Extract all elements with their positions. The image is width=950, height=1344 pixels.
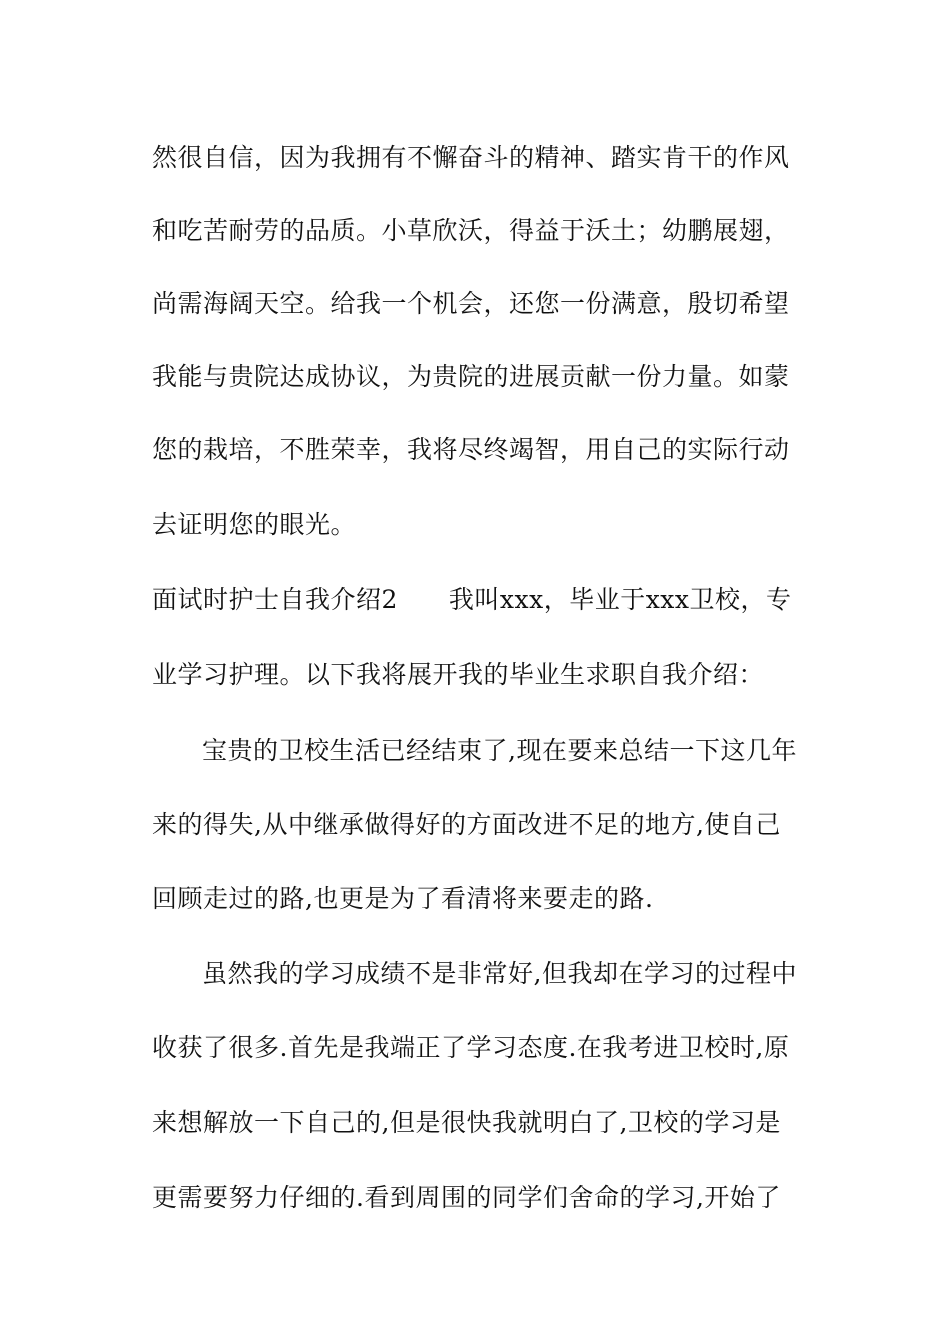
paragraph-start-2: 虽然我的学习成绩不是非常好,但我却在学习的过程中 [202, 959, 797, 988]
text-line-4: 我能与贵院达成协议，为贵院的进展贡献一份力量。如蒙 [152, 362, 790, 391]
paragraph-start-1: 宝贵的卫校生活已经结束了,现在要来总结一下这几年 [202, 736, 797, 765]
text-line-15: 更需要努力仔细的.看到周围的同学们舍命的学习,开始了 [152, 1183, 781, 1212]
text-line-3: 尚需海阔天空。给我一个机会，还您一份满意，殷切希望 [152, 289, 790, 318]
text-line-1: 然很自信，因为我拥有不懈奋斗的精神、踏实肯干的作风 [152, 143, 790, 172]
text-line-14: 来想解放一下自己的,但是很快我就明白了,卫校的学习是 [152, 1108, 781, 1137]
text-line-6: 去证明您的眼光。 [152, 510, 357, 539]
section-heading-line: 面试时护士自我介绍2 我叫xxx，毕业于xxx卫校，专 [152, 585, 792, 614]
text-line-2: 和吃苦耐劳的品质。小草欣沃，得益于沃土；幼鹏展翅， [152, 216, 790, 245]
text-line-8: 业学习护理。以下我将展开我的毕业生求职自我介绍： [152, 660, 765, 689]
text-line-10: 来的得失,从中继承做得好的方面改进不足的地方,使自己 [152, 810, 781, 839]
text-line-5: 您的栽培，不胜荣幸，我将尽终竭智，用自己的实际行动 [152, 435, 790, 464]
text-line-11: 回顾走过的路,也更是为了看清将来要走的路. [152, 884, 654, 913]
text-line-13: 收获了很多.首先是我端正了学习态度.在我考进卫校时,原 [152, 1033, 790, 1062]
